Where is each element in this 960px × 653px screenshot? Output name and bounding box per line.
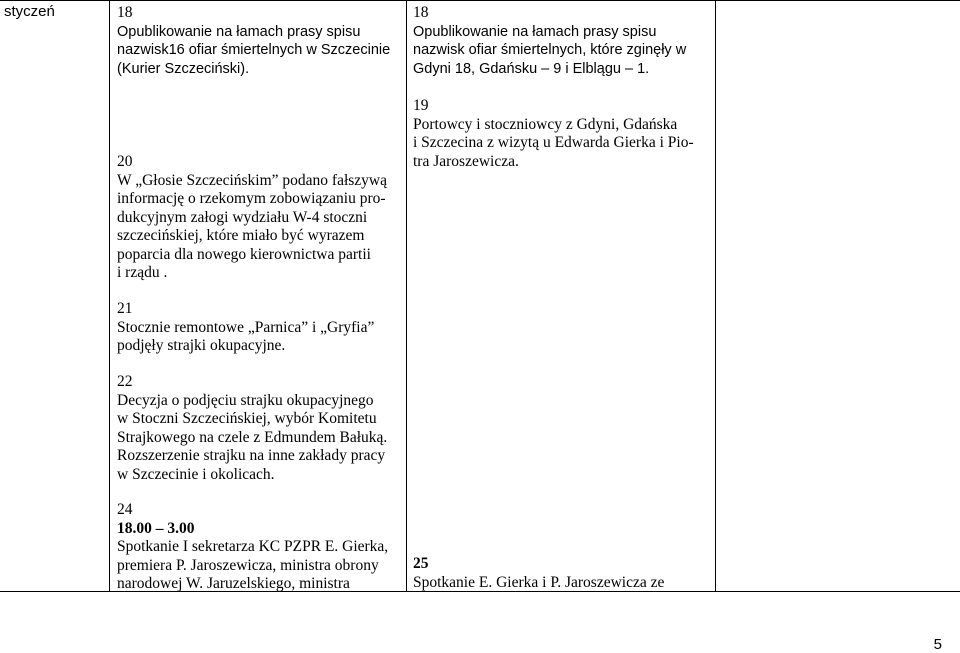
column-divider-2 xyxy=(406,0,407,592)
entry-18-szczecin xyxy=(117,4,402,78)
entry-18-gdynia xyxy=(413,4,713,78)
entry-text: Decyzja o podjęciu strajku okupacyjnego w Stoczni Szczecińskiej, wybór Komitetu Strajkowego na czele z Edmundem Bałuką. Rozszerzenie strajku na inne zakłady pracy w Szczecinie i okolicach. xyxy=(117,391,388,483)
entry-date: 24 xyxy=(117,501,133,518)
entry-22 xyxy=(117,373,402,484)
table-top-border xyxy=(0,0,960,1)
entry-text: Opublikowanie na łamach prasy spisu nazwisk16 ofiar śmiertelnych w Szczecinie (Kurier Szczeciński). xyxy=(117,23,391,77)
entry-date: 21 xyxy=(117,300,133,317)
column-divider-1 xyxy=(109,0,110,592)
entry-21 xyxy=(117,300,402,356)
entry-24 xyxy=(117,501,402,594)
entry-25 xyxy=(413,555,713,592)
entry-text: W „Głosie Szczecińskim” podano fałszywą informację o rzekomym zobowiązaniu pro- dukcyjnym załogi wydziału W-4 stoczni szczecińskiej, które miało być wyrazem poparcia dla nowego kierownictwa partii i rządu . xyxy=(117,171,388,281)
entry-date: 18 xyxy=(413,4,429,21)
entry-text: Stocznie remontowe „Parnica” i „Gryfia” podjęły strajki okupacyjne. xyxy=(117,318,375,354)
entry-date: 22 xyxy=(117,373,133,390)
entry-text: Opublikowanie na łamach prasy spisu nazwisk ofiar śmiertelnych, które zginęły w Gdyni 18, Gdańsku – 9 i Elblągu – 1. xyxy=(413,23,687,77)
entry-date: 20 xyxy=(117,153,133,170)
page-number: 5 xyxy=(933,636,942,653)
entry-date: 18 xyxy=(117,4,133,21)
entry-text: Spotkanie I sekretarza KC PZPR E. Gierka, premiera P. Jaroszewicza, ministra obrony narodowej W. Jaruzelskiego, ministra xyxy=(117,538,389,592)
month-label: styczeń xyxy=(4,3,55,20)
column-divider-3 xyxy=(715,0,716,592)
entry-19 xyxy=(413,97,713,171)
entry-text: Portowcy i stoczniowcy z Gdyni, Gdańska i Szczecina z wizytą u Edwarda Gierka i Pio- tra Jaroszewicza. xyxy=(413,115,694,170)
entry-date: 25 xyxy=(413,555,429,572)
entry-time: 18.00 – 3.00 xyxy=(117,519,195,537)
entry-20 xyxy=(117,153,402,283)
entry-date: 19 xyxy=(413,97,429,114)
entry-text: Spotkanie E. Gierka i P. Jaroszewicza ze xyxy=(413,573,665,591)
